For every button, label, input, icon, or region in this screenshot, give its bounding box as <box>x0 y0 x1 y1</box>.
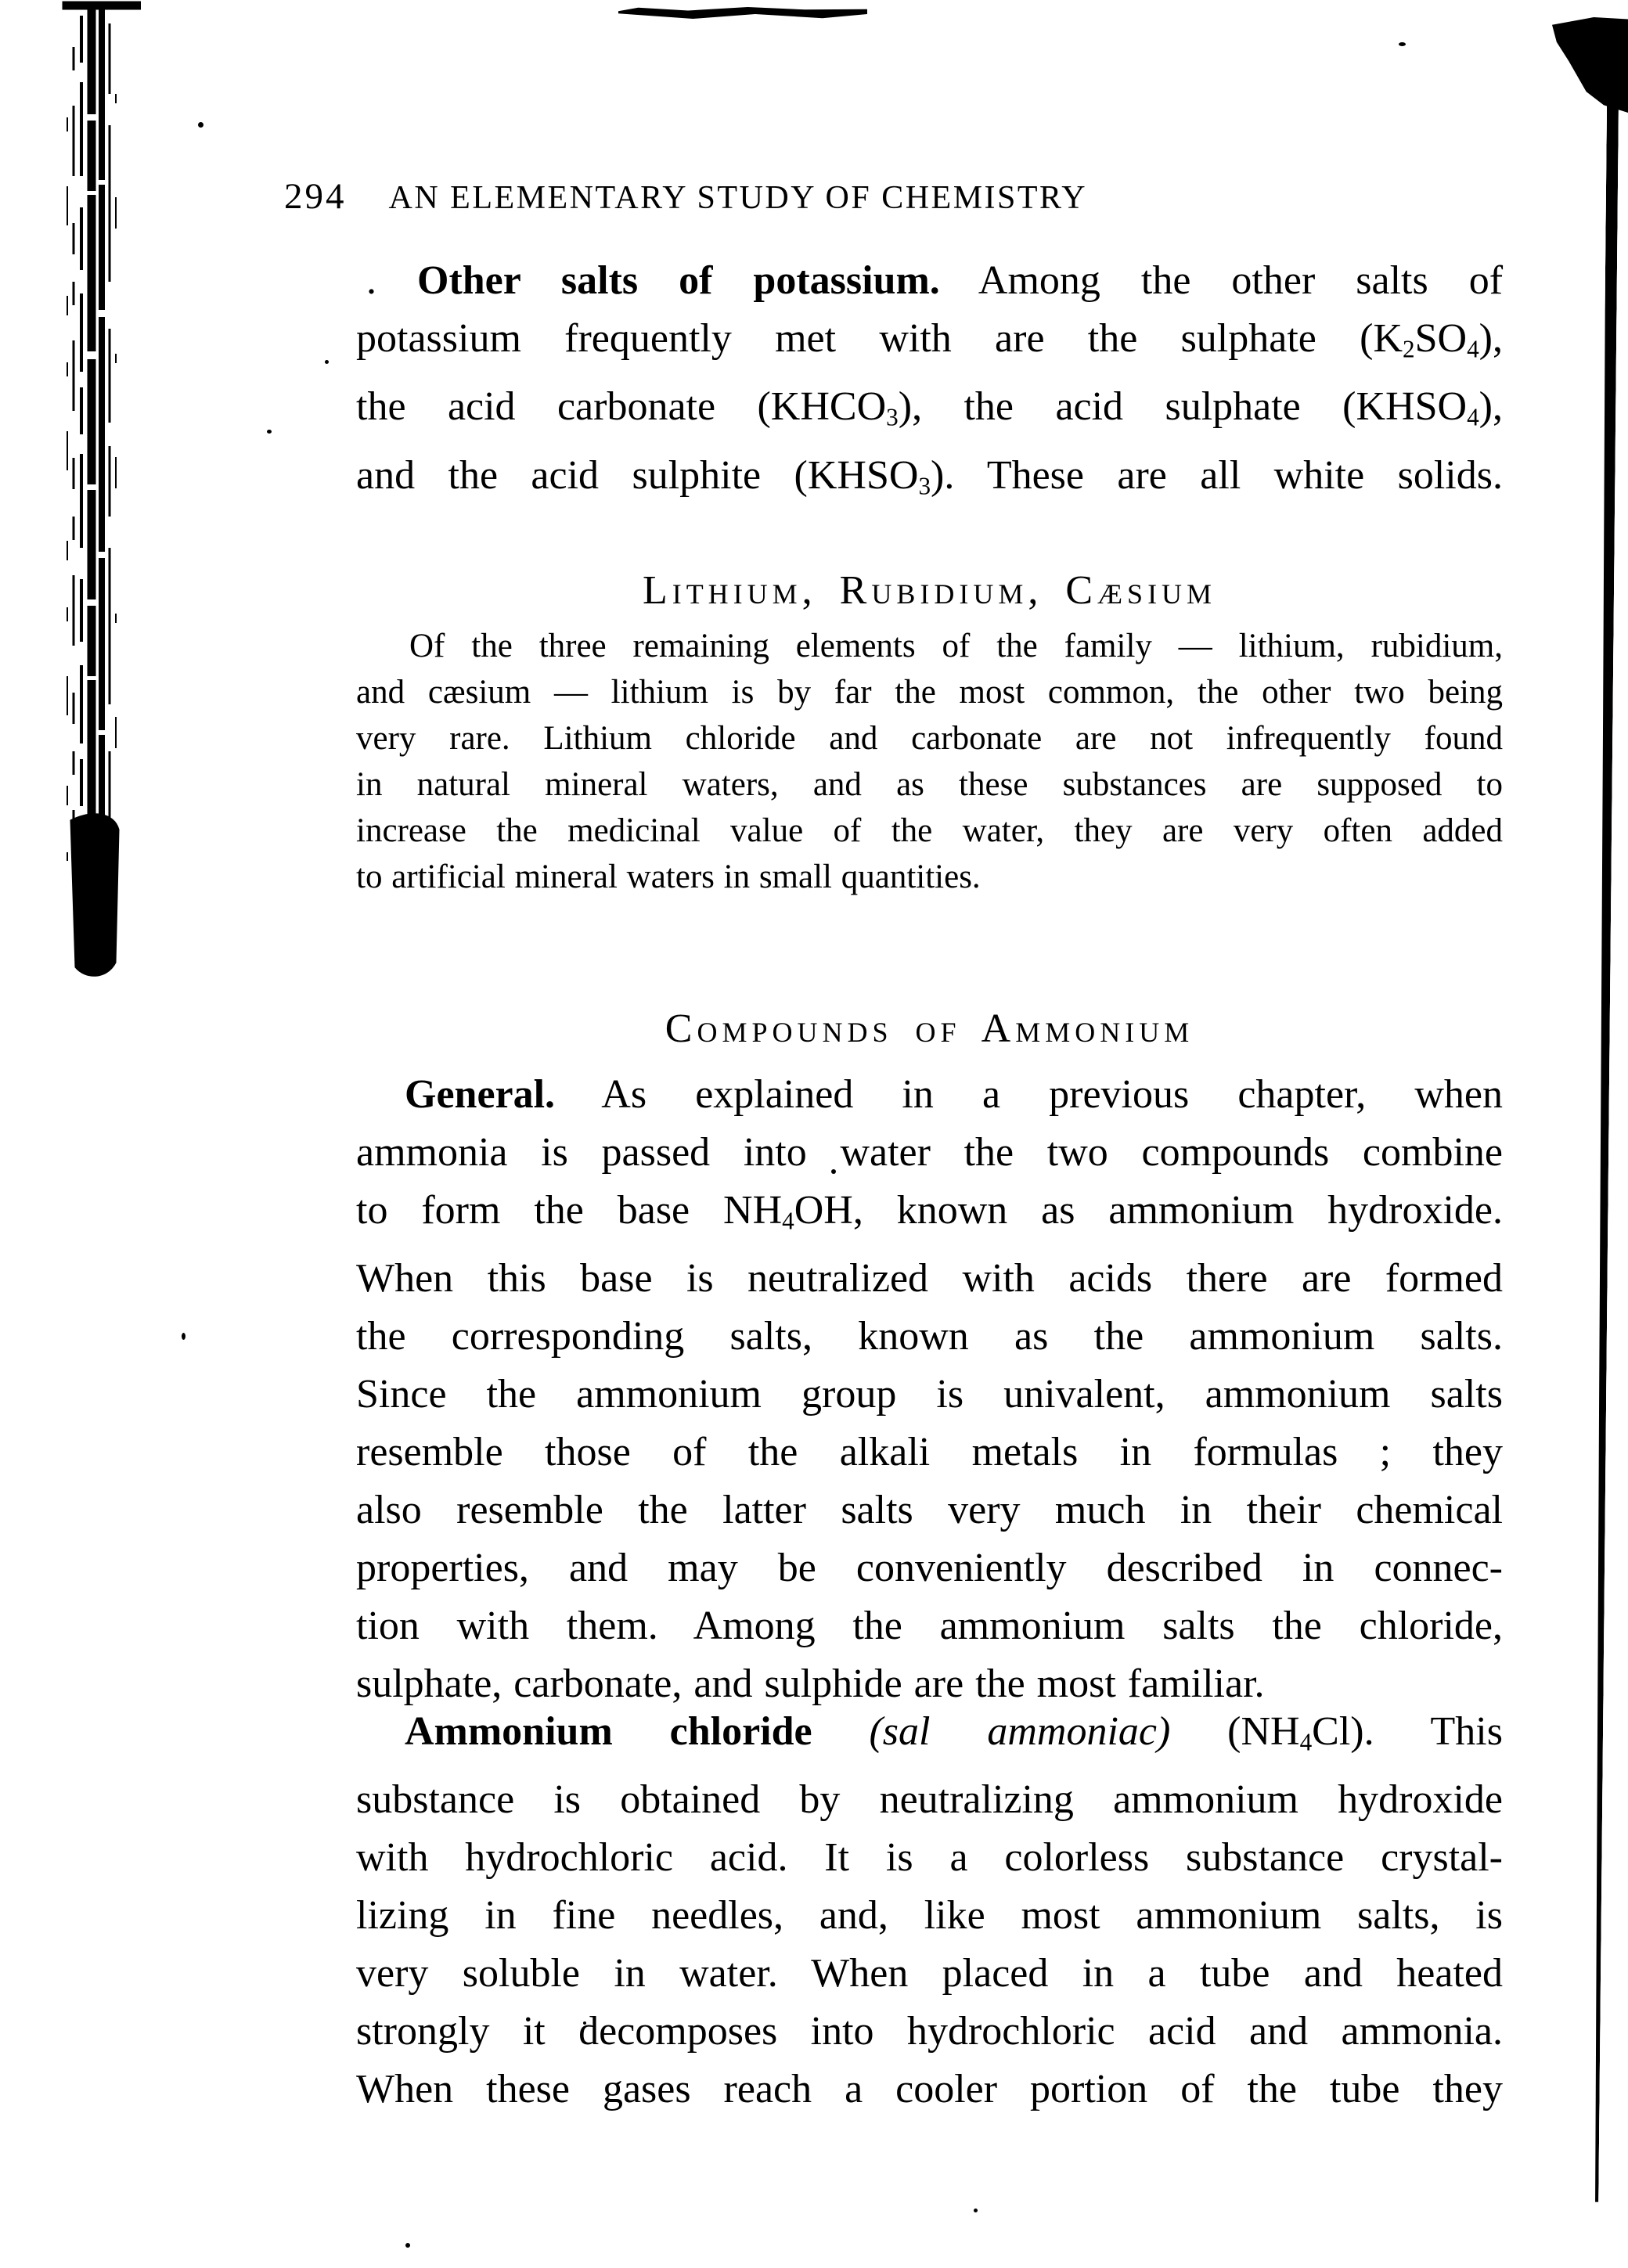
text-line <box>356 1124 1503 1182</box>
scan-speck <box>267 430 272 434</box>
text-segment: (NH <box>1170 1709 1300 1754</box>
text-line <box>356 1481 1503 1539</box>
text-segment: substance is obtained by neutralizing ammonium hydroxide <box>356 1777 1503 1823</box>
text-segment: (sal ammoniac) <box>869 1709 1171 1754</box>
formula-subscript: 4 <box>1299 1728 1313 1756</box>
paragraph <box>356 1703 1503 2119</box>
text-line <box>356 2061 1503 2119</box>
text-line <box>356 669 1503 715</box>
text-line <box>356 447 1503 515</box>
corner-shadow-top-right <box>1552 17 1628 113</box>
text-segment: General. <box>405 1072 556 1117</box>
text-segment: with hydrochloric acid. It is a colorless substance crystal- <box>356 1835 1503 1881</box>
paragraph <box>356 1066 1503 1713</box>
formula-subscript: 4 <box>1467 403 1479 431</box>
text-segment: OH, known as ammonium hydroxide. <box>794 1188 1503 1233</box>
text-line <box>356 1366 1503 1424</box>
text-segment: the acid carbonate (KHCO <box>356 384 887 430</box>
formula-subscript: 4 <box>782 1207 794 1235</box>
text-segment: . <box>366 258 417 303</box>
text-segment: and cæsium — lithium is by far the most common, the other two being <box>356 674 1503 711</box>
scan-speck <box>405 2243 410 2248</box>
text-line <box>356 1066 1503 1124</box>
text-line <box>356 2003 1503 2061</box>
text-segment: ), <box>1479 316 1503 361</box>
formula-subscript: 2 <box>1403 335 1415 363</box>
text-segment: Cl). This <box>1312 1709 1503 1754</box>
text-segment: tion with them. Among the ammonium salts the chloride, <box>356 1604 1503 1649</box>
text-segment: to form the base NH <box>356 1188 783 1233</box>
text-segment: ), the acid sulphate (KHSO <box>898 384 1468 430</box>
scan-speck <box>325 360 329 364</box>
text-segment: increase the medicinal value of the water, they are very often added <box>356 812 1503 849</box>
text-segment: the corresponding salts, known as the ammonium salts. <box>356 1314 1503 1359</box>
text-segment: ammonia is passed into water the two compounds combine <box>356 1130 1503 1175</box>
text-segment: in natural mineral waters, and as these substances are supposed to <box>356 766 1503 803</box>
text-segment: Among the other salts of <box>939 258 1504 303</box>
text-line <box>356 1539 1503 1597</box>
text-line <box>356 310 1503 378</box>
text-segment: properties, and may be conveniently described in connec- <box>356 1546 1503 1591</box>
formula-subscript: 3 <box>886 403 899 431</box>
text-segment: very rare. Lithium chloride and carbonate are not infrequently found <box>356 720 1503 757</box>
running-head <box>284 175 1087 218</box>
text-segment: Since the ammonium group is univalent, ammonium salts <box>356 1372 1503 1417</box>
text-line <box>356 1424 1503 1481</box>
section-heading: Lithium, Rubidium, Cæsium <box>642 568 1217 613</box>
text-line <box>356 1308 1503 1366</box>
scan-speck <box>198 122 204 128</box>
text-line <box>356 1771 1503 1829</box>
text-line <box>356 1887 1503 1945</box>
top-edge-scan-mark <box>618 7 867 19</box>
text-segment: When these gases reach a cooler portion of the tube they <box>356 2067 1503 2112</box>
text-segment: Of the three remaining elements of the family — lithium, rubidium, <box>409 628 1503 664</box>
text-line <box>356 1597 1503 1655</box>
text-line <box>356 1829 1503 1887</box>
running-head-title: AN ELEMENTARY STUDY OF CHEMISTRY <box>388 180 1088 216</box>
text-segment: very soluble in water. When placed in a tube and heated <box>356 1951 1503 1996</box>
text-segment: ), <box>1479 384 1503 430</box>
text-segment <box>812 1709 870 1754</box>
formula-subscript: 3 <box>918 472 931 500</box>
text-segment: to artificial mineral waters in small quantities. <box>356 859 981 895</box>
text-segment: Ammonium chloride <box>405 1709 812 1754</box>
text-segment: lizing in fine needles, and, like most ammonium salts, is <box>356 1893 1503 1939</box>
scan-speck <box>182 1333 185 1340</box>
text-segment: sulphate, carbonate, and sulphide are the most familiar. <box>356 1661 1265 1707</box>
text-line <box>356 252 1503 310</box>
text-segment: Other salts of potassium. <box>417 258 940 303</box>
text-line <box>356 715 1503 761</box>
scan-speck <box>974 2209 978 2212</box>
text-segment: potassium frequently met with are the sulphate (K <box>356 316 1403 361</box>
text-segment: As explained in a previous chapter, when <box>555 1072 1503 1117</box>
text-segment: strongly it decomposes into hydrochloric acid and ammonia. <box>356 2009 1503 2054</box>
text-line <box>356 1250 1503 1308</box>
formula-subscript: 4 <box>1467 335 1479 363</box>
text-line <box>356 808 1503 854</box>
paragraph <box>356 252 1503 515</box>
text-segment: and the acid sulphite (KHSO <box>356 452 919 498</box>
text-segment: When this base is neutralized with acids there are formed <box>356 1256 1503 1301</box>
text-line <box>356 1945 1503 2003</box>
paragraph <box>356 623 1503 900</box>
section-heading: Compounds of Ammonium <box>665 1006 1194 1051</box>
binding-shadow-left <box>47 0 141 1017</box>
text-line <box>356 623 1503 669</box>
text-segment: also resemble the latter salts very much in their chemical <box>356 1488 1503 1533</box>
text-segment: ). These are all white solids. <box>931 452 1503 498</box>
text-line <box>356 1703 1503 1771</box>
page-edge-shadow-right <box>1587 105 1619 2202</box>
text-line <box>356 854 1503 900</box>
text-segment: resemble those of the alkali metals in formulas ; they <box>356 1430 1503 1475</box>
text-segment: SO <box>1414 316 1468 361</box>
text-line <box>356 761 1503 808</box>
text-line <box>356 1182 1503 1250</box>
text-line <box>356 378 1503 446</box>
page-number: 294 <box>284 176 347 217</box>
scan-speck <box>1399 42 1406 46</box>
